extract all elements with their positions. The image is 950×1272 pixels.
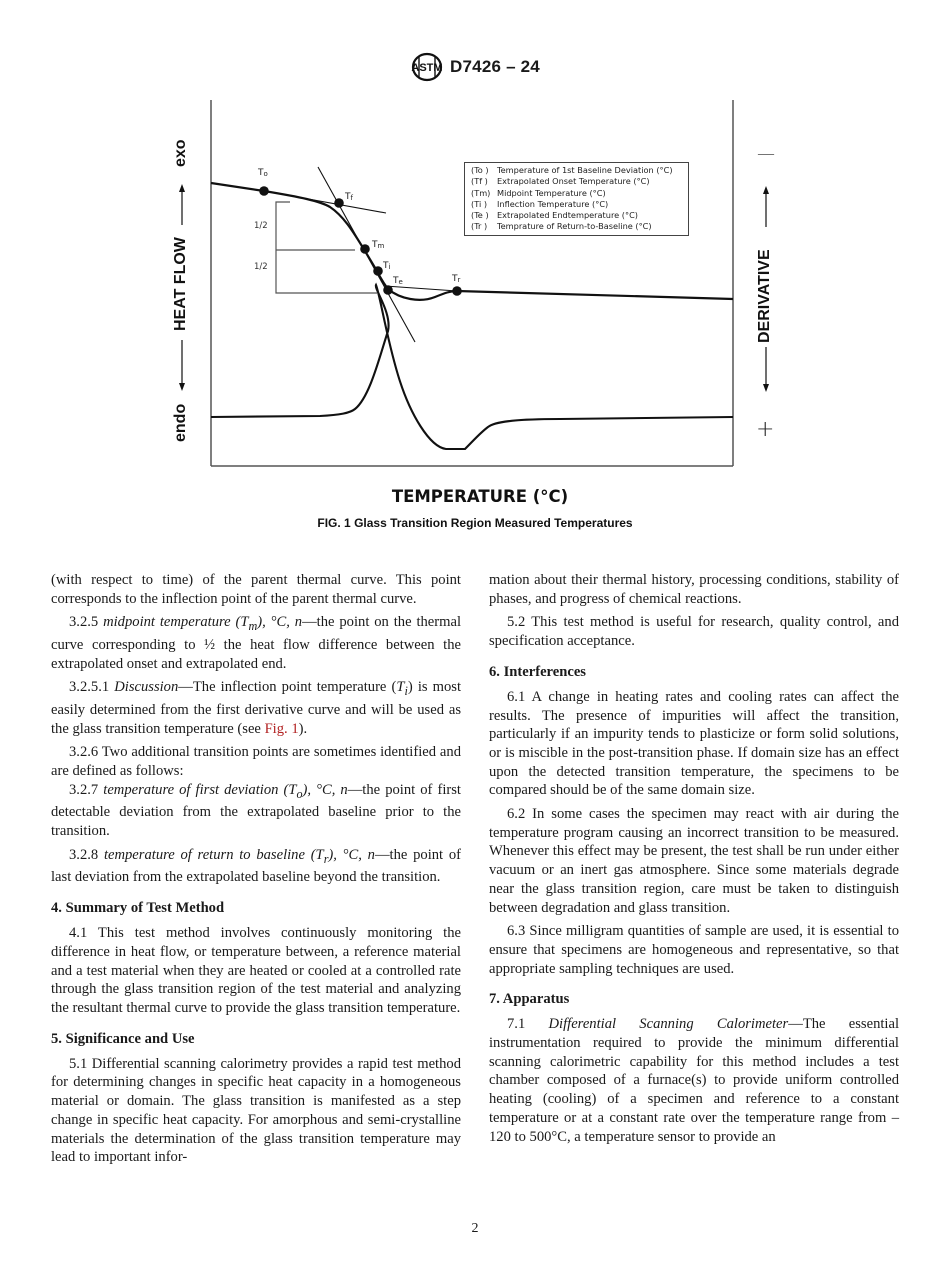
section-heading-6: 6. Interferences bbox=[489, 663, 586, 680]
ylabel-endo: endo bbox=[172, 403, 189, 442]
paragraph-3-2-5-1: 3.2.5.1 Discussion—The inflection point temperature $(T_i)$ is most easily determined from the first derivative curve and will be used as the glass transition temperature (see Fig. 1). bbox=[51, 679, 462, 737]
label-To: $T_o$ bbox=[258, 168, 268, 178]
paragraph-6-1: 6.1 A change in heating rates and cooling rates can affect the results. The presence of impurities will affect the transition, particularly if an impurity tends to plasticize or form solid solutions, or is miscible in the post-transition phase. If domain size has an effect upon the detected transition temperature, the specimens to be compared should be of the same domain size. bbox=[489, 688, 899, 799]
paragraph-7-1: 7.1 Differential Scanning Calorimeter—The essential instrumentation required to provide the minimum differential scanning calorimetric capability for this method includes a test chamber composed of a furnace(s) to provide uniform controlled heating (cooling) of a specimen and reference to a constant temperature or at a constant rate over the temperature range from –120 to 500°C, a temperature sensor to provide an bbox=[489, 1016, 900, 1145]
svg-text:ASTM: ASTM bbox=[411, 62, 443, 74]
fig-1-link[interactable]: Fig. 1 bbox=[264, 720, 299, 737]
label-Ti: $T_i$ bbox=[383, 261, 391, 271]
point-Te bbox=[383, 285, 393, 295]
figure-caption: FIG. 1 Glass Transition Region Measured Temperatures bbox=[317, 516, 633, 530]
left-column bbox=[51, 571, 461, 1172]
paragraph-6-3: 6.3 Since milligram quantities of sample are used, it is essential to ensure that specimens are homogeneous and representative, so that appropriate sampling techniques are used. bbox=[489, 923, 899, 977]
legend-item: (Ti ) Inflection Temperature (°C) bbox=[471, 198, 609, 209]
paragraph-3-2-6: 3.2.6 Two additional transition points are sometimes identified and are defined as follows: bbox=[51, 744, 461, 780]
legend-item: (Tf ) Extrapolated Onset Temperature (°C) bbox=[471, 176, 650, 187]
label-Te: $T_e$ bbox=[393, 276, 403, 286]
section-heading-7: 7. Apparatus bbox=[489, 991, 570, 1008]
ylabel-heat-flow: HEAT FLOW bbox=[172, 237, 189, 331]
point-To bbox=[259, 186, 269, 196]
point-Ti bbox=[373, 266, 383, 276]
label-Tr: $T_r$ bbox=[452, 274, 461, 284]
point-Tr bbox=[452, 286, 462, 296]
ylabel-derivative: DERIVATIVE bbox=[756, 249, 773, 343]
paragraph-3-2-5: 3.2.5 midpoint temperature $(T_m)$, °C, n—the point on the thermal curve corresponding to ½ the heat flow difference between the extrapolated onset and extrapolated end. bbox=[51, 614, 462, 672]
ylabel-exo: exo bbox=[172, 139, 189, 167]
paragraph-6-2: 6.2 In some cases the specimen may react with air during the temperature program causing an incorrect transition to be measured. Whenever this effect may be present, the test shall be run under either vacuum or an inert gas atmosphere. Since some materials degrade near the glass transition region, care must be taken to distinguish between degradation and glass transition. bbox=[489, 806, 899, 916]
paragraph: mation about their thermal history, processing conditions, stability of phases, and progress of chemical reactions. bbox=[489, 572, 899, 607]
legend-item: (To ) Temperature of 1st Baseline Deviation (°C) bbox=[471, 165, 673, 175]
paragraph: (with respect to time) of the parent thermal curve. This point corresponds to the inflection point of the parent thermal curve. bbox=[51, 572, 461, 607]
legend-item: (Tr ) Temprature of Return-to-Baseline (°C) bbox=[471, 221, 652, 232]
half-label-upper: 1/2 bbox=[254, 221, 268, 231]
label-Tf: $T_f$ bbox=[345, 192, 353, 202]
point-Tm bbox=[360, 244, 370, 254]
chart-legend bbox=[464, 162, 689, 236]
derivative-minus-sign: — bbox=[757, 143, 775, 164]
right-column bbox=[489, 571, 899, 1151]
derivative-curve bbox=[211, 285, 733, 449]
half-label-lower: 1/2 bbox=[254, 262, 268, 272]
paragraph-5-1: 5.1 Differential scanning calorimetry provides a rapid test method for determining changes in specific heat capacity in a homogeneous material or domain. The glass transition is manifested as a step change in specific heat capacity. For amorphous and semi-crystalline materials the determination of the glass transition temperature may lead to important infor- bbox=[51, 1055, 461, 1166]
astm-logo-icon bbox=[410, 52, 444, 82]
paragraph-3-2-7: 3.2.7 temperature of first deviation $(T_o)$, °C, n—the point of first detectable deviation from the extrapolated baseline prior to the transition. bbox=[51, 781, 461, 840]
paragraph-5-2: 5.2 This test method is useful for research, quality control, and specification acceptance. bbox=[489, 614, 899, 650]
derivative-plus-sign: + bbox=[756, 417, 775, 442]
page-number: 2 bbox=[471, 1221, 479, 1236]
point-Tf bbox=[334, 198, 344, 208]
page-header bbox=[0, 52, 950, 82]
figure-1 bbox=[160, 95, 800, 535]
xlabel-temperature: TEMPERATURE (°C) bbox=[391, 487, 569, 506]
legend-item: (Te ) Extrapolated Endtemperature (°C) bbox=[471, 210, 638, 221]
label-Tm: $T_m$ bbox=[372, 240, 385, 250]
dsc-chart bbox=[160, 95, 800, 535]
section-heading-5: 5. Significance and Use bbox=[51, 1030, 195, 1047]
legend-item: (Tm) Midpoint Temperature (°C) bbox=[471, 187, 606, 198]
paragraph-4-1: 4.1 This test method involves continuously monitoring the difference in heat flow, or temperature between, a reference material and a test material when they are heated or cooled at a controlled rate through the glass transition region of the test material and analyzing the resultant thermal curve to provide the glass transition temperature. bbox=[51, 925, 461, 1016]
section-heading-4: 4. Summary of Test Method bbox=[51, 900, 225, 917]
document-id: D7426 – 24 bbox=[450, 57, 540, 76]
paragraph-3-2-8: 3.2.8 temperature of return to baseline $(T_r)$, °C, n—the point of last deviation from the extrapolated baseline beyond the transition. bbox=[51, 846, 461, 886]
